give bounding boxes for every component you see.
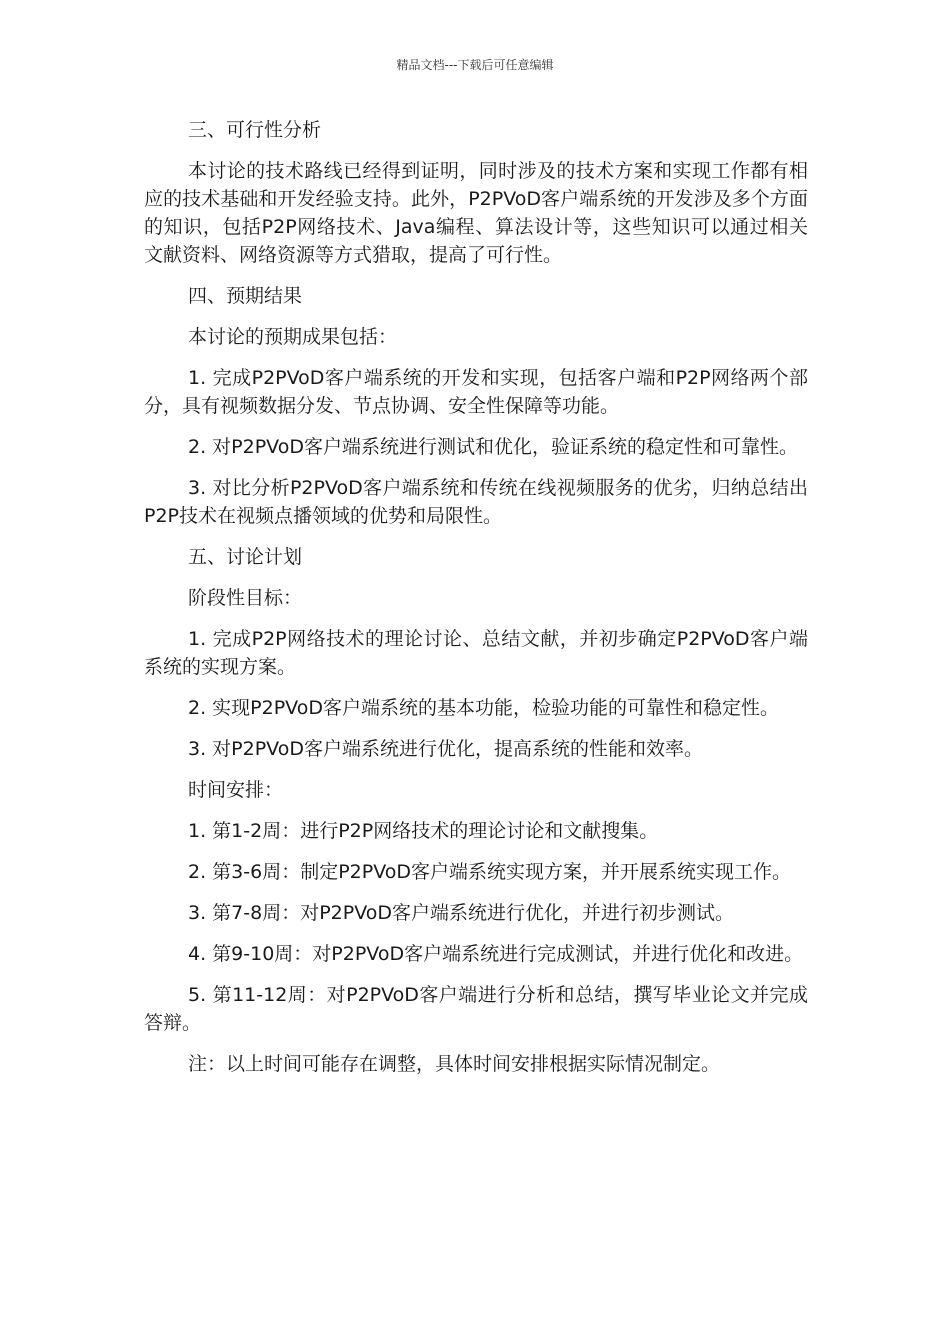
schedule-item: 3. 第7-8周：对P2PVoD客户端系统进行优化，并进行初步测试。: [188, 902, 734, 924]
section-heading-feasibility: 三、可行性分析: [188, 119, 322, 141]
schedule-item: 4. 第9-10周：对P2PVoD客户端系统进行完成测试，并进行优化和改进。: [188, 943, 804, 965]
stage-goals-label: 阶段性目标：: [188, 587, 303, 609]
document-body: [144, 116, 808, 1091]
expected-result-item: 1. 完成P2PVoD客户端系统的开发和实现，包括客户端和P2P网络两个部分，具有视频数据分发、节点协调、安全性保障等功能。: [144, 367, 808, 417]
stage-goal-item: 1. 完成P2P网络技术的理论讨论、总结文献，并初步确定P2PVoD客户端系统的实现方案。: [144, 628, 808, 678]
stage-goal-item: 2. 实现P2PVoD客户端系统的基本功能，检验功能的可靠性和稳定性。: [188, 697, 779, 719]
schedule-label: 时间安排：: [188, 779, 284, 801]
schedule-item: 1. 第1-2周：进行P2P网络技术的理论讨论和文献搜集。: [188, 820, 659, 842]
expected-results-intro: 本讨论的预期成果包括：: [188, 326, 398, 348]
expected-result-item: 2. 对P2PVoD客户端系统进行测试和优化，验证系统的稳定性和可靠性。: [188, 436, 798, 458]
page-header: 精品文档---下载后可任意编辑: [396, 58, 554, 72]
section-heading-plan: 五、讨论计划: [188, 546, 303, 568]
feasibility-paragraph: 本讨论的技术路线已经得到证明，同时涉及的技术方案和实现工作都有相应的技术基础和开发经验支持。此外，P2PVoD客户端系统的开发涉及多个方面的知识，包括P2P网络技术、Java编程、算法设计等，这些知识可以通过相关文献资料、网络资源等方式猎取，提高了可行性。: [144, 160, 808, 266]
stage-goal-item: 3. 对P2PVoD客户端系统进行优化，提高系统的性能和效率。: [188, 738, 703, 760]
schedule-item: 5. 第11-12周：对P2PVoD客户端进行分析和总结，撰写毕业论文并完成答辩。: [144, 984, 808, 1034]
schedule-item: 2. 第3-6周：制定P2PVoD客户端系统实现方案，并开展系统实现工作。: [188, 861, 791, 883]
expected-result-item: 3. 对比分析P2PVoD客户端系统和传统在线视频服务的优劣，归纳总结出P2P技术在视频点播领域的优势和局限性。: [144, 477, 808, 527]
section-heading-expected-results: 四、预期结果: [188, 285, 303, 307]
schedule-note: 注：以上时间可能存在调整，具体时间安排根据实际情况制定。: [188, 1053, 721, 1075]
